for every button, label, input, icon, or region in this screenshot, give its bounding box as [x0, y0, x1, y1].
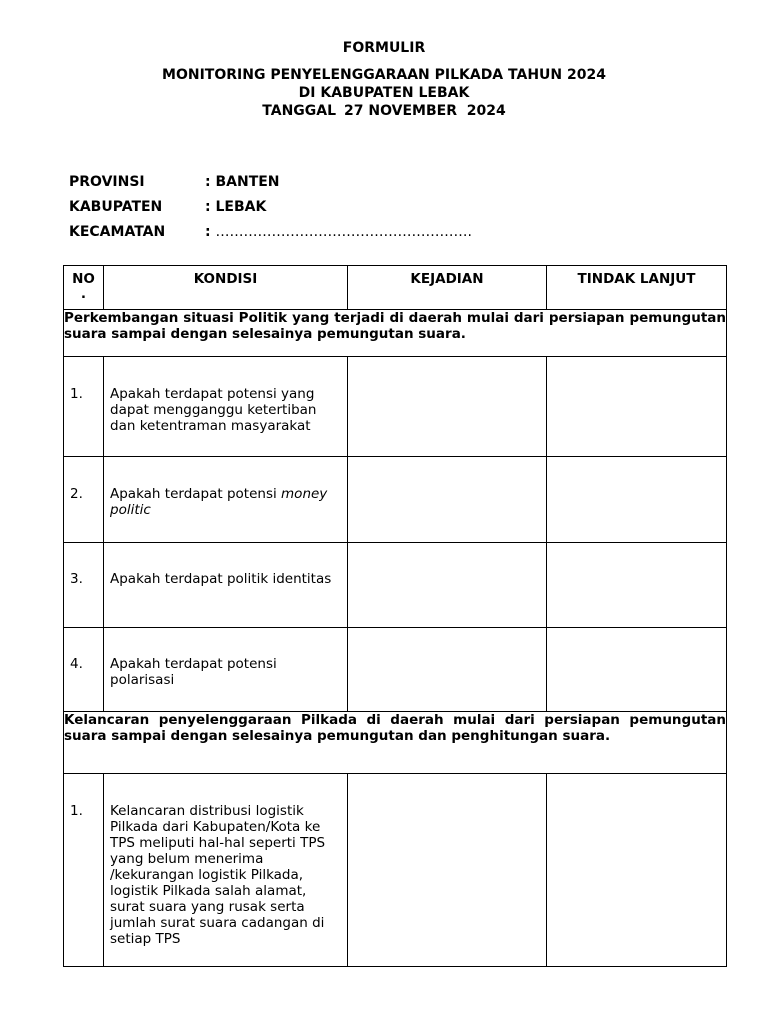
- row-number: 3.: [64, 543, 104, 628]
- row-kejadian-cell[interactable]: [348, 457, 547, 543]
- row-kejadian-cell[interactable]: [348, 628, 547, 712]
- table-row: [64, 774, 727, 967]
- row-kondisi: Apakah terdapat potensi money politic: [104, 457, 348, 543]
- info-row-kecamatan: [69, 223, 472, 248]
- info-row-kabupaten: [69, 198, 472, 223]
- info-value: :: [205, 224, 211, 240]
- title-line-1: MONITORING PENYELENGGARAAN PILKADA TAHUN 2024: [162, 67, 606, 83]
- document-title-block: [0, 40, 768, 120]
- header-kondisi: KONDISI: [104, 266, 348, 310]
- info-row-provinsi: [69, 173, 472, 198]
- table-row: [64, 357, 727, 457]
- region-info: [69, 173, 472, 248]
- row-tindak-lanjut-cell[interactable]: [547, 457, 727, 543]
- header-kejadian: KEJADIAN: [348, 266, 547, 310]
- title-date-prefix: TANGGAL: [262, 103, 337, 119]
- info-value: : BANTEN: [205, 174, 280, 190]
- row-number: 1.: [64, 357, 104, 457]
- section-heading: Kelancaran penyelenggaraan Pilkada di daerah mulai dari persiapan pemungutan suara sampai dengan selesainya pemungutan dan penghitungan suara.: [64, 712, 726, 744]
- table-row: [64, 628, 727, 712]
- monitoring-table: [63, 265, 727, 967]
- row-number: 4.: [64, 628, 104, 712]
- info-value: : LEBAK: [205, 199, 267, 215]
- section-row: [64, 310, 727, 357]
- section-row: [64, 712, 727, 774]
- table-row: [64, 543, 727, 628]
- header-no: NO .: [64, 266, 104, 310]
- row-tindak-lanjut-cell[interactable]: [547, 774, 727, 967]
- row-kondisi: Apakah terdapat potensi polarisasi: [104, 628, 348, 712]
- row-tindak-lanjut-cell[interactable]: [547, 628, 727, 712]
- table-row: [64, 457, 727, 543]
- form-label: FORMULIR: [342, 40, 426, 56]
- row-number: 1.: [64, 774, 104, 967]
- title-line-3: [0, 102, 768, 120]
- row-kejadian-cell[interactable]: [348, 357, 547, 457]
- row-kondisi: Apakah terdapat politik identitas: [104, 543, 348, 628]
- row-kejadian-cell[interactable]: [348, 774, 547, 967]
- info-label: PROVINSI: [69, 174, 145, 190]
- row-number: 2.: [64, 457, 104, 543]
- title-line-2: DI KABUPATEN LEBAK: [298, 85, 470, 101]
- info-label: KECAMATAN: [69, 224, 166, 240]
- row-tindak-lanjut-cell[interactable]: [547, 543, 727, 628]
- info-label: KABUPATEN: [69, 199, 163, 215]
- row-kondisi: Apakah terdapat potensi yang dapat mengganggu ketertiban dan ketentraman masyarakat: [104, 357, 348, 457]
- row-kejadian-cell[interactable]: [348, 543, 547, 628]
- italic-term: money politic: [110, 486, 328, 518]
- section-heading: Perkembangan situasi Politik yang terjadi di daerah mulai dari persiapan pemungutan suara sampai dengan selesainya pemungutan suara.: [64, 310, 726, 342]
- row-kondisi: Kelancaran distribusi logistik Pilkada dari Kabupaten/Kota ke TPS meliputi hal-hal seperti TPS yang belum menerima /kekurangan logistik Pilkada, logistik Pilkada salah alamat, surat suara yang rusak serta jumlah surat suara cadangan di setiap TPS: [104, 774, 348, 967]
- info-blank-dots: ……………………………………………….: [215, 224, 472, 240]
- table-header-row: [64, 266, 727, 310]
- title-date: 27 NOVEMBER 2024: [344, 103, 506, 119]
- row-tindak-lanjut-cell[interactable]: [547, 357, 727, 457]
- header-tindak-lanjut: TINDAK LANJUT: [547, 266, 727, 310]
